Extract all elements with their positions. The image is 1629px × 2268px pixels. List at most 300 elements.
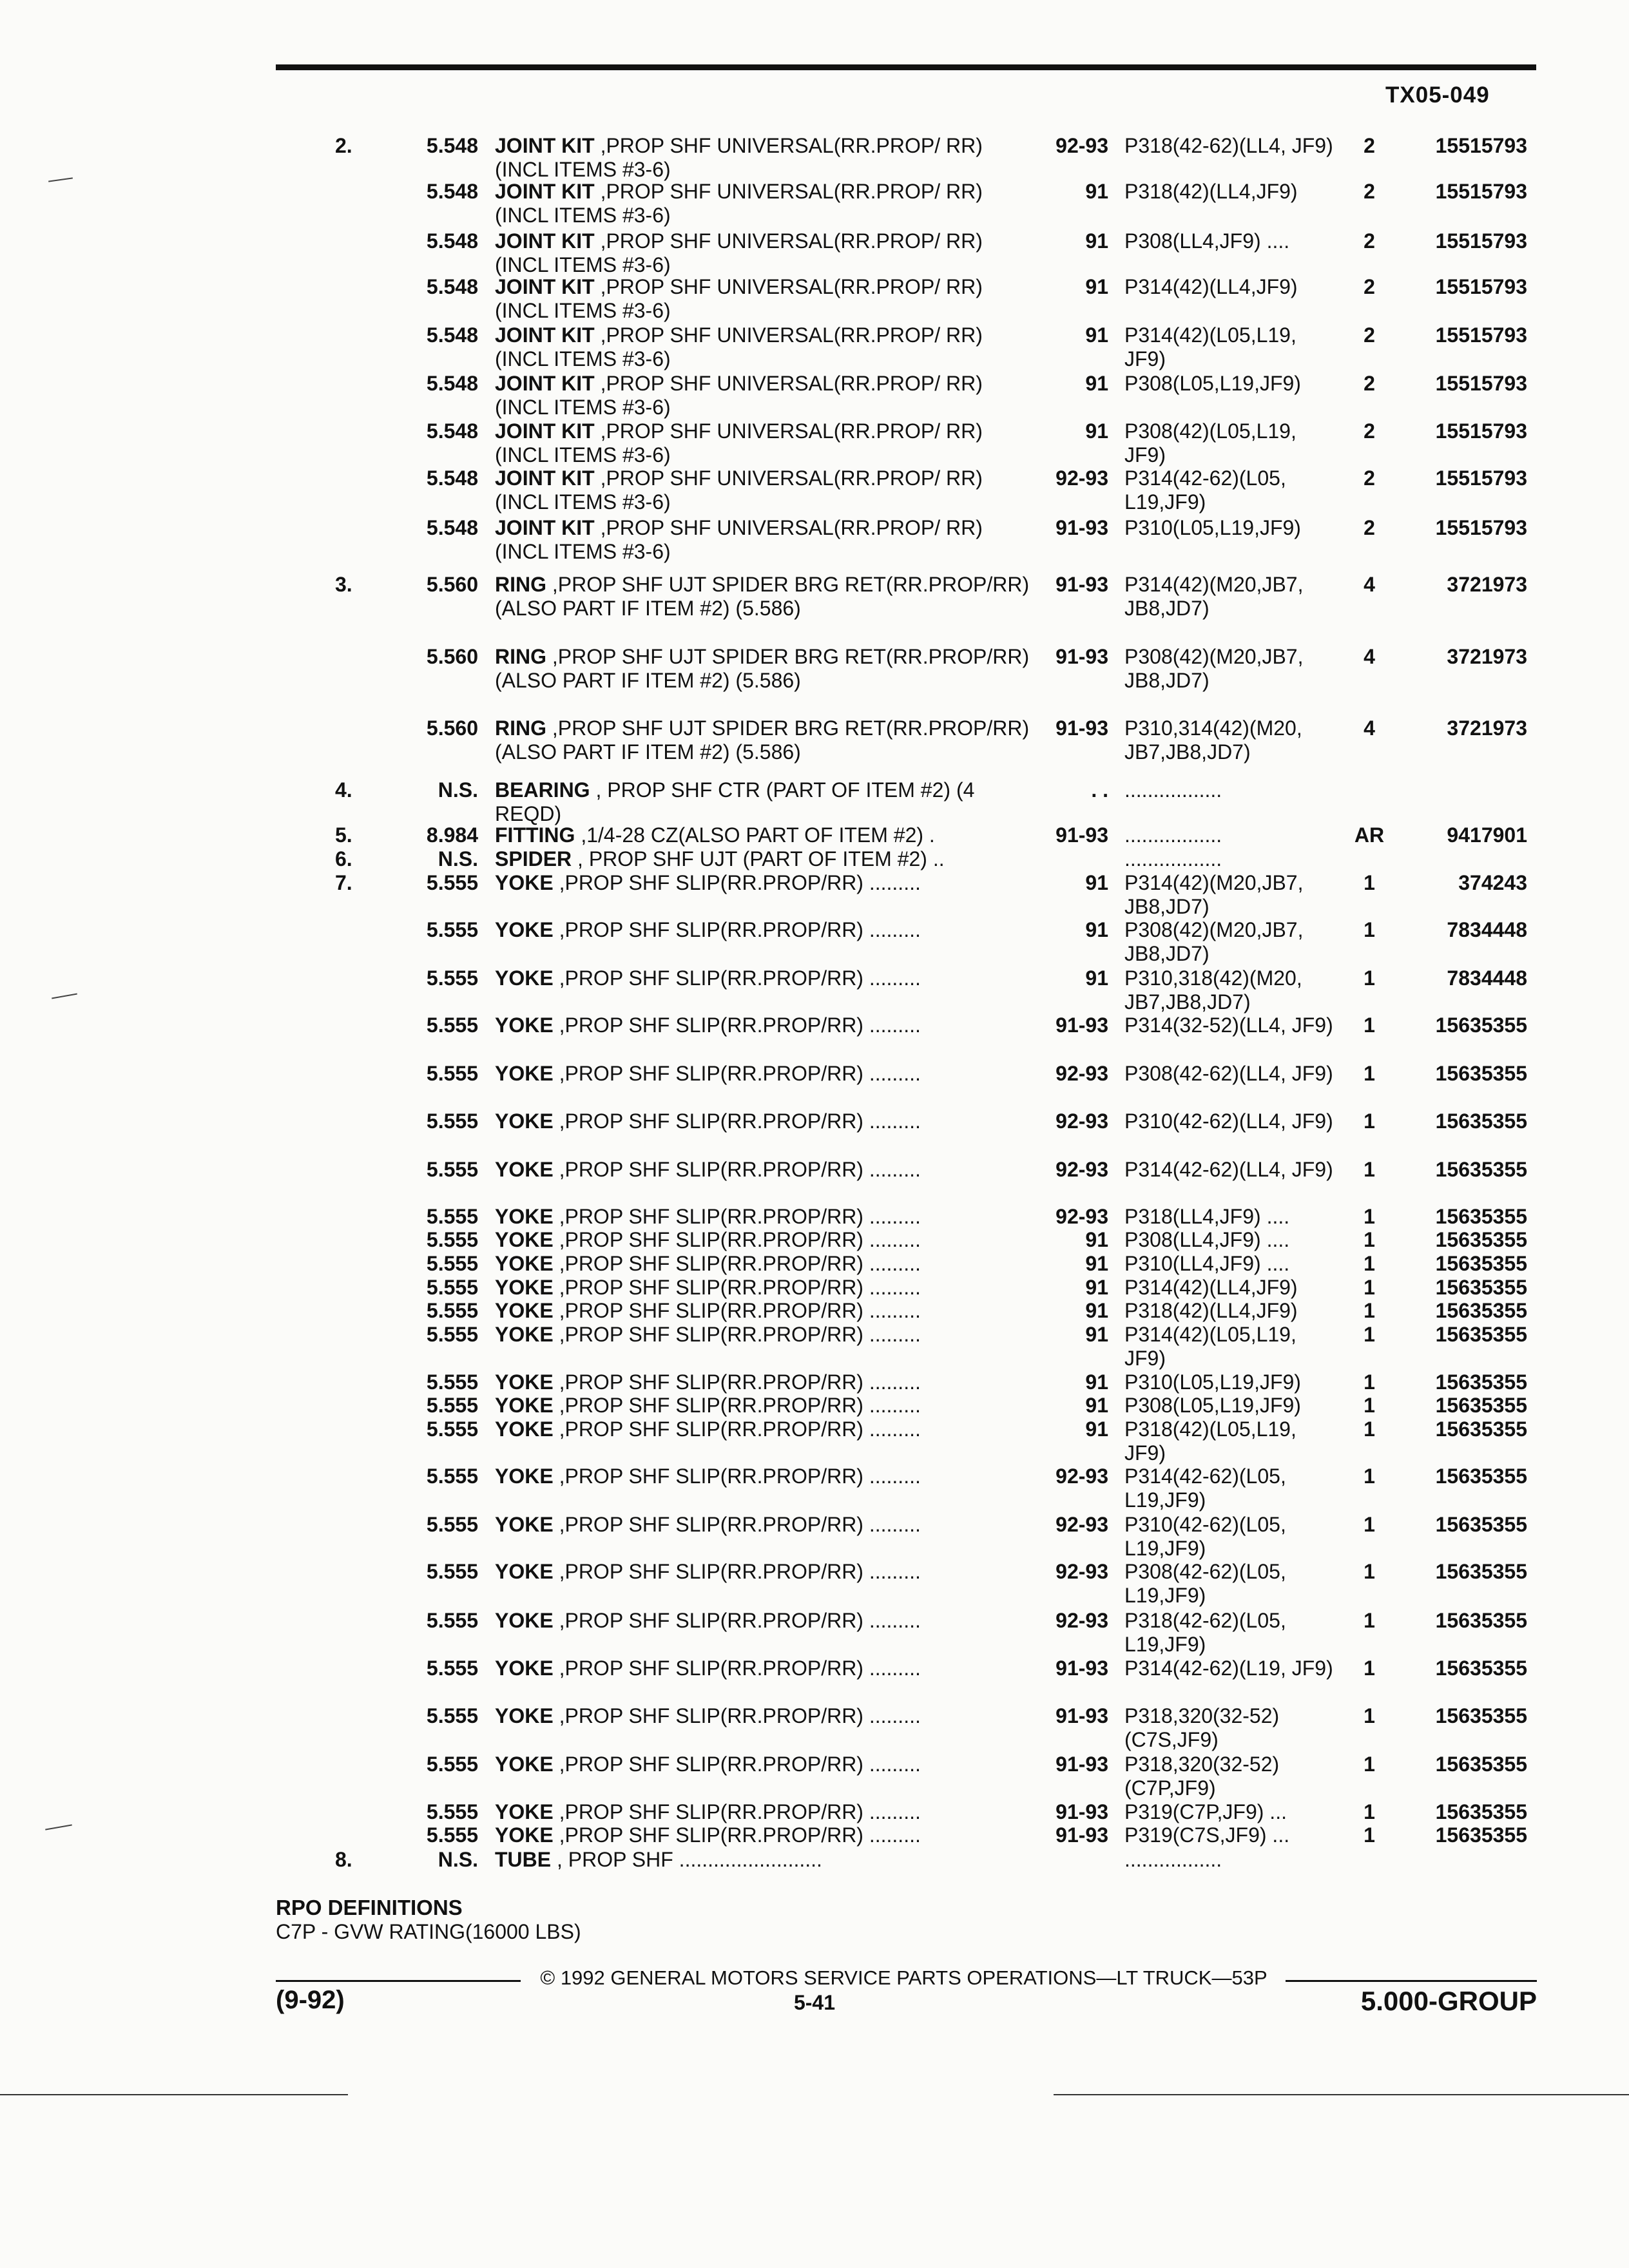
group-number: 5.560 [426, 573, 478, 596]
table-row [0, 966, 1629, 1014]
model-years: 91 [1085, 1418, 1108, 1441]
table-row [0, 1609, 1629, 1657]
description-text: ,PROP SHF SLIP(RR.PROP/RR) ......... [553, 1465, 921, 1488]
group-number: 5.548 [426, 134, 478, 157]
part-number: 15635355 [1435, 1465, 1527, 1488]
table-row [0, 1513, 1629, 1561]
table-row [0, 229, 1629, 277]
description-text: ,PROP SHF UNIVERSAL(RR.PROP/ RR)(INCL ITEMS #3-6) [495, 275, 983, 322]
group-number: 5.555 [426, 1657, 478, 1680]
group-number: 5.555 [426, 918, 478, 941]
description [495, 778, 1030, 826]
group-number: 5.555 [426, 1014, 478, 1037]
table-row [0, 323, 1629, 371]
description-text: ,PROP SHF UNIVERSAL(RR.PROP/ RR)(INCL ITEMS #3-6) [495, 134, 983, 181]
description-text: ,PROP SHF SLIP(RR.PROP/RR) ......... [553, 918, 921, 941]
group-number: 5.555 [426, 1110, 478, 1133]
description [495, 1370, 1030, 1394]
model-years: 91 [1085, 180, 1108, 203]
group-number: 5.548 [426, 466, 478, 490]
description-text: ,PROP SHF SLIP(RR.PROP/RR) ......... [553, 1609, 921, 1632]
group-number: 5.555 [426, 1394, 478, 1417]
model-years: 91 [1085, 871, 1108, 894]
group-number: 5.555 [426, 1158, 478, 1181]
description [495, 1753, 1030, 1776]
description-text: ,PROP SHF UNIVERSAL(RR.PROP/ RR)(INCL ITEMS #3-6) [495, 466, 983, 514]
usage: P319(C7S,JF9) ... [1124, 1823, 1290, 1847]
table-row [0, 1323, 1629, 1370]
page-number: 5-41 [793, 1991, 836, 2014]
item-number: 5. [335, 823, 352, 847]
description-text: , PROP SHF UJT (PART OF ITEM #2) .. [572, 847, 945, 870]
description [495, 323, 1030, 371]
footer-group: 5.000-GROUP [1360, 1986, 1537, 2016]
table-row [0, 516, 1629, 564]
model-years: 92-93 [1055, 134, 1108, 157]
part-number: 15635355 [1435, 1228, 1527, 1251]
group-number: 5.555 [426, 1418, 478, 1441]
quantity: 2 [1364, 323, 1375, 347]
quantity: 2 [1364, 516, 1375, 539]
description [495, 1323, 1030, 1347]
description [495, 180, 1030, 227]
group-number: 5.548 [426, 516, 478, 539]
group-number: 5.555 [426, 1704, 478, 1727]
quantity: 1 [1364, 1394, 1375, 1417]
part-name: YOKE [495, 1323, 554, 1346]
group-number: 5.548 [426, 419, 478, 443]
part-number: 15635355 [1435, 1657, 1527, 1680]
usage: P308(42-62)(L05, L19,JF9) [1124, 1560, 1286, 1607]
footer-rule-left [276, 1980, 521, 1982]
quantity: 1 [1364, 1560, 1375, 1583]
description [495, 871, 1030, 895]
part-name: JOINT KIT [495, 180, 595, 203]
quantity: 1 [1364, 918, 1375, 941]
part-number: 15515793 [1435, 180, 1527, 203]
description-text: ,PROP SHF SLIP(RR.PROP/RR) ......... [553, 1205, 921, 1228]
model-years: 91 [1085, 275, 1108, 298]
part-number: 15635355 [1435, 1560, 1527, 1583]
document-code: TX05-049 [1385, 82, 1490, 108]
description [495, 516, 1030, 564]
part-name: YOKE [495, 1704, 554, 1727]
part-name: YOKE [495, 1158, 554, 1181]
part-number: 15635355 [1435, 1062, 1527, 1085]
quantity: 1 [1364, 1110, 1375, 1133]
usage: P318(42-62)(L05, L19,JF9) [1124, 1609, 1286, 1656]
part-number: 3721973 [1447, 573, 1527, 596]
model-years: 91 [1085, 1299, 1108, 1322]
part-name: TUBE [495, 1848, 552, 1871]
table-row [0, 1110, 1629, 1157]
item-number: 6. [335, 847, 352, 870]
group-number: 5.555 [426, 1370, 478, 1394]
description [495, 1657, 1030, 1680]
part-name: JOINT KIT [495, 323, 595, 347]
group-number: 5.555 [426, 1299, 478, 1322]
part-name: YOKE [495, 1513, 554, 1536]
group-number: 5.555 [426, 1609, 478, 1632]
part-name: YOKE [495, 1014, 554, 1037]
description-text: ,PROP SHF UNIVERSAL(RR.PROP/ RR)(INCL ITEMS #3-6) [495, 229, 983, 276]
description [495, 1158, 1030, 1182]
scan-line-left [0, 2094, 348, 2095]
usage: P318(42)(LL4,JF9) [1124, 1299, 1298, 1322]
part-name: YOKE [495, 966, 554, 990]
description-text: ,PROP SHF UJT SPIDER BRG RET(RR.PROP/RR)(ALSO PART IF ITEM #2) (5.586) [495, 573, 1030, 620]
model-years: 92-93 [1055, 1560, 1108, 1583]
part-number: 15515793 [1435, 134, 1527, 157]
group-number: 5.548 [426, 323, 478, 347]
table-row [0, 275, 1629, 323]
part-number: 15635355 [1435, 1252, 1527, 1275]
part-name: YOKE [495, 1110, 554, 1133]
description [495, 275, 1030, 323]
description-text: ,PROP SHF SLIP(RR.PROP/RR) ......... [553, 1276, 921, 1299]
quantity: 1 [1364, 1823, 1375, 1847]
quantity: 2 [1364, 419, 1375, 443]
table-row [0, 1657, 1629, 1704]
model-years: 91 [1085, 323, 1108, 347]
usage: P318(42-62)(LL4, JF9) [1124, 134, 1333, 157]
part-name: YOKE [495, 1465, 554, 1488]
part-name: YOKE [495, 1276, 554, 1299]
usage: P308(42)(M20,JB7, JB8,JD7) [1124, 645, 1304, 692]
description [495, 1513, 1030, 1537]
group-number: 5.555 [426, 1228, 478, 1251]
group-number: 5.555 [426, 1753, 478, 1776]
description [495, 1110, 1030, 1133]
model-years: 91 [1085, 966, 1108, 990]
description-text: ,PROP SHF UNIVERSAL(RR.PROP/ RR)(INCL ITEMS #3-6) [495, 372, 983, 419]
part-name: BEARING [495, 778, 590, 802]
description-text: ,PROP SHF UJT SPIDER BRG RET(RR.PROP/RR)(ALSO PART IF ITEM #2) (5.586) [495, 716, 1030, 764]
table-row [0, 1158, 1629, 1206]
description [495, 1823, 1030, 1847]
part-number: 15635355 [1435, 1299, 1527, 1322]
usage: ................. [1124, 1848, 1222, 1871]
quantity: 2 [1364, 229, 1375, 253]
quantity: 1 [1364, 1062, 1375, 1085]
footer-date: (9-92) [276, 1986, 345, 2014]
part-number: 15635355 [1435, 1823, 1527, 1847]
model-years: 92-93 [1055, 1465, 1108, 1488]
part-number: 15635355 [1435, 1513, 1527, 1536]
part-name: YOKE [495, 1800, 554, 1823]
description-text: ,PROP SHF SLIP(RR.PROP/RR) ......... [553, 1110, 921, 1133]
description [495, 645, 1030, 693]
group-number: 5.560 [426, 716, 478, 740]
table-row [0, 466, 1629, 514]
description-text: ,PROP SHF SLIP(RR.PROP/RR) ......... [553, 1657, 921, 1680]
part-number: 15635355 [1435, 1609, 1527, 1632]
quantity: 1 [1364, 1753, 1375, 1776]
quantity: 1 [1364, 1465, 1375, 1488]
model-years: 91-93 [1055, 716, 1108, 740]
table-row [0, 778, 1629, 826]
part-number: 15515793 [1435, 516, 1527, 539]
table-row [0, 645, 1629, 693]
description [495, 466, 1030, 514]
part-name: YOKE [495, 1062, 554, 1085]
description-text: ,PROP SHF SLIP(RR.PROP/RR) ......... [553, 1323, 921, 1346]
model-years: 91-93 [1055, 1800, 1108, 1823]
part-number: 15635355 [1435, 1418, 1527, 1441]
description [495, 419, 1030, 467]
description [495, 1276, 1030, 1300]
table-row [0, 1418, 1629, 1465]
part-name: YOKE [495, 1299, 554, 1322]
group-number: 8.984 [426, 823, 478, 847]
quantity: 1 [1364, 1704, 1375, 1727]
part-name: YOKE [495, 1228, 554, 1251]
model-years: 92-93 [1055, 1158, 1108, 1181]
usage: P308(42)(M20,JB7, JB8,JD7) [1124, 918, 1304, 965]
description-text: ,1/4-28 CZ(ALSO PART OF ITEM #2) . [575, 823, 935, 847]
part-name: JOINT KIT [495, 275, 595, 298]
group-number: 5.555 [426, 1513, 478, 1536]
part-number: 15515793 [1435, 323, 1527, 347]
description-text: ,PROP SHF SLIP(RR.PROP/RR) ......... [553, 1014, 921, 1037]
description [495, 966, 1030, 990]
usage: P308(LL4,JF9) .... [1124, 1228, 1290, 1251]
quantity: 1 [1364, 1418, 1375, 1441]
item-number: 2. [335, 134, 352, 157]
group-number: 5.555 [426, 1560, 478, 1583]
quantity: 1 [1364, 1228, 1375, 1251]
description-text: ,PROP SHF UNIVERSAL(RR.PROP/ RR)(INCL ITEMS #3-6) [495, 419, 983, 466]
description-text: ,PROP SHF UNIVERSAL(RR.PROP/ RR)(INCL ITEMS #3-6) [495, 516, 983, 563]
group-number: N.S. [438, 778, 478, 802]
part-number: 3721973 [1447, 645, 1527, 668]
description-text: ,PROP SHF SLIP(RR.PROP/RR) ......... [553, 1753, 921, 1776]
usage: P314(32-52)(LL4, JF9) [1124, 1014, 1333, 1037]
description [495, 573, 1030, 620]
item-number: 7. [335, 871, 352, 894]
model-years: 91-93 [1055, 823, 1108, 847]
description-text: ,PROP SHF SLIP(RR.PROP/RR) ......... [553, 1823, 921, 1847]
usage: P314(42)(LL4,JF9) [1124, 275, 1298, 298]
usage: P314(42)(M20,JB7, JB8,JD7) [1124, 871, 1304, 918]
part-number: 15635355 [1435, 1370, 1527, 1394]
quantity: 1 [1364, 1513, 1375, 1536]
description [495, 1465, 1030, 1488]
model-years: 92-93 [1055, 1205, 1108, 1228]
quantity: AR [1354, 823, 1385, 847]
part-number: 15515793 [1435, 229, 1527, 253]
table-row [0, 1560, 1629, 1608]
group-number: 5.548 [426, 372, 478, 395]
part-number: 15515793 [1435, 372, 1527, 395]
description [495, 1014, 1030, 1037]
model-years: 91 [1085, 229, 1108, 253]
description-text: ,PROP SHF SLIP(RR.PROP/RR) ......... [553, 966, 921, 990]
part-name: RING [495, 573, 546, 596]
description-text: ,PROP SHF SLIP(RR.PROP/RR) ......... [553, 1704, 921, 1727]
description-text: ,PROP SHF SLIP(RR.PROP/RR) ......... [553, 1252, 921, 1275]
model-years: 92-93 [1055, 1110, 1108, 1133]
part-name: JOINT KIT [495, 134, 595, 157]
table-row [0, 1465, 1629, 1512]
table-row [0, 180, 1629, 227]
model-years: 91-93 [1055, 573, 1108, 596]
part-name: YOKE [495, 1394, 554, 1417]
table-row [0, 871, 1629, 919]
item-number: 3. [335, 573, 352, 596]
quantity: 1 [1364, 966, 1375, 990]
model-years: 91-93 [1055, 1704, 1108, 1727]
quantity: 2 [1364, 134, 1375, 157]
part-number: 15515793 [1435, 419, 1527, 443]
description [495, 716, 1030, 764]
model-years: 92-93 [1055, 466, 1108, 490]
part-name: YOKE [495, 1370, 554, 1394]
usage: P308(42)(L05,L19, JF9) [1124, 419, 1296, 466]
quantity: 1 [1364, 1276, 1375, 1299]
part-name: YOKE [495, 918, 554, 941]
description-text: ,PROP SHF UJT SPIDER BRG RET(RR.PROP/RR)(ALSO PART IF ITEM #2) (5.586) [495, 645, 1030, 692]
usage: P310(L05,L19,JF9) [1124, 516, 1301, 539]
quantity: 2 [1364, 275, 1375, 298]
part-number: 15635355 [1435, 1014, 1527, 1037]
group-number: N.S. [438, 847, 478, 870]
part-name: FITTING [495, 823, 575, 847]
description-text: ,PROP SHF SLIP(RR.PROP/RR) ......... [553, 1299, 921, 1322]
model-years: 91 [1085, 372, 1108, 395]
table-row [0, 134, 1629, 182]
rpo-definition: C7P - GVW RATING(16000 LBS) [276, 1920, 581, 1943]
rpo-title: RPO DEFINITIONS [276, 1896, 463, 1919]
model-years: 91-93 [1055, 1823, 1108, 1847]
description-text: ,PROP SHF UNIVERSAL(RR.PROP/ RR)(INCL ITEMS #3-6) [495, 323, 983, 370]
description-text: ,PROP SHF UNIVERSAL(RR.PROP/ RR)(INCL ITEMS #3-6) [495, 180, 983, 227]
part-number: 15635355 [1435, 1704, 1527, 1727]
part-number: 3721973 [1447, 716, 1527, 740]
description [495, 1062, 1030, 1086]
description-text: ,PROP SHF SLIP(RR.PROP/RR) ......... [553, 1560, 921, 1583]
description-text: ,PROP SHF SLIP(RR.PROP/RR) ......... [553, 1418, 921, 1441]
quantity: 2 [1364, 466, 1375, 490]
usage: P318(42)(LL4,JF9) [1124, 180, 1298, 203]
usage: P319(C7P,JF9) ... [1124, 1800, 1287, 1823]
usage: P318(LL4,JF9) .... [1124, 1205, 1290, 1228]
description [495, 1704, 1030, 1728]
quantity: 1 [1364, 1299, 1375, 1322]
part-number: 7834448 [1447, 966, 1527, 990]
description [495, 1800, 1030, 1824]
part-name: JOINT KIT [495, 229, 595, 253]
quantity: 1 [1364, 1252, 1375, 1275]
table-row [0, 1062, 1629, 1110]
group-number: 5.555 [426, 966, 478, 990]
usage: P318,320(32-52) (C7P,JF9) [1124, 1753, 1280, 1800]
model-years: 91 [1085, 1370, 1108, 1394]
part-name: JOINT KIT [495, 466, 595, 490]
quantity: 4 [1364, 645, 1375, 668]
usage: P314(42)(L05,L19, JF9) [1124, 323, 1296, 370]
table-row [0, 918, 1629, 966]
table-row [0, 372, 1629, 419]
group-number: 5.555 [426, 1062, 478, 1085]
usage: P310(42-62)(L05, L19,JF9) [1124, 1513, 1286, 1560]
model-years: 92-93 [1055, 1609, 1108, 1632]
part-name: JOINT KIT [495, 419, 595, 443]
model-years: 91-93 [1055, 1753, 1108, 1776]
usage: P310(LL4,JF9) .... [1124, 1252, 1290, 1275]
usage: P310,314(42)(M20, JB7,JB8,JD7) [1124, 716, 1302, 764]
usage: P308(LL4,JF9) .... [1124, 229, 1290, 253]
usage: P314(42)(M20,JB7, JB8,JD7) [1124, 573, 1304, 620]
group-number: 5.548 [426, 180, 478, 203]
description-text: , PROP SHF ......................... [551, 1848, 822, 1871]
quantity: 4 [1364, 716, 1375, 740]
table-row [0, 1848, 1629, 1896]
usage: P314(42-62)(LL4, JF9) [1124, 1158, 1333, 1181]
part-name: YOKE [495, 1823, 554, 1847]
usage: P308(L05,L19,JF9) [1124, 372, 1301, 395]
part-number: 15515793 [1435, 275, 1527, 298]
scan-line-right [1054, 2094, 1629, 2095]
description [495, 847, 1030, 871]
usage: P308(L05,L19,JF9) [1124, 1394, 1301, 1417]
part-number: 7834448 [1447, 918, 1527, 941]
table-row [0, 1753, 1629, 1800]
description [495, 1394, 1030, 1418]
model-years: 92-93 [1055, 1062, 1108, 1085]
quantity: 1 [1364, 1800, 1375, 1823]
usage: P318,320(32-52) (C7S,JF9) [1124, 1704, 1280, 1751]
description-text: ,PROP SHF SLIP(RR.PROP/RR) ......... [553, 1800, 921, 1823]
quantity: 2 [1364, 372, 1375, 395]
description [495, 1205, 1030, 1229]
quantity: 1 [1364, 1014, 1375, 1037]
group-number: 5.555 [426, 1252, 478, 1275]
description-text: ,PROP SHF SLIP(RR.PROP/RR) ......... [553, 1370, 921, 1394]
part-name: YOKE [495, 1418, 554, 1441]
model-years: 91 [1085, 1394, 1108, 1417]
usage: P314(42-62)(L19, JF9) [1124, 1657, 1333, 1680]
description [495, 1252, 1030, 1276]
description [495, 918, 1030, 942]
part-number: 15635355 [1435, 1158, 1527, 1181]
table-row [0, 573, 1629, 620]
part-number: 374243 [1458, 871, 1527, 894]
part-number: 15635355 [1435, 1800, 1527, 1823]
model-years: 91 [1085, 1228, 1108, 1251]
usage: P318(42)(L05,L19, JF9) [1124, 1418, 1296, 1465]
usage: ................. [1124, 847, 1222, 870]
group-number: 5.555 [426, 1823, 478, 1847]
description [495, 1299, 1030, 1323]
quantity: 1 [1364, 1657, 1375, 1680]
item-number: 8. [335, 1848, 352, 1871]
part-name: SPIDER [495, 847, 572, 870]
usage: P314(42-62)(L05, L19,JF9) [1124, 466, 1286, 514]
table-row [0, 1014, 1629, 1061]
model-years: 91 [1085, 1276, 1108, 1299]
quantity: 2 [1364, 180, 1375, 203]
group-number: 5.555 [426, 1323, 478, 1346]
quantity: 1 [1364, 871, 1375, 894]
description-text: ,PROP SHF SLIP(RR.PROP/RR) ......... [553, 1513, 921, 1536]
model-years: 92-93 [1055, 1513, 1108, 1536]
footer-rule-right [1286, 1980, 1537, 1982]
quantity: 1 [1364, 1205, 1375, 1228]
group-number: 5.555 [426, 1465, 478, 1488]
description-text: ,PROP SHF SLIP(RR.PROP/RR) ......... [553, 871, 921, 894]
part-number: 15635355 [1435, 1205, 1527, 1228]
